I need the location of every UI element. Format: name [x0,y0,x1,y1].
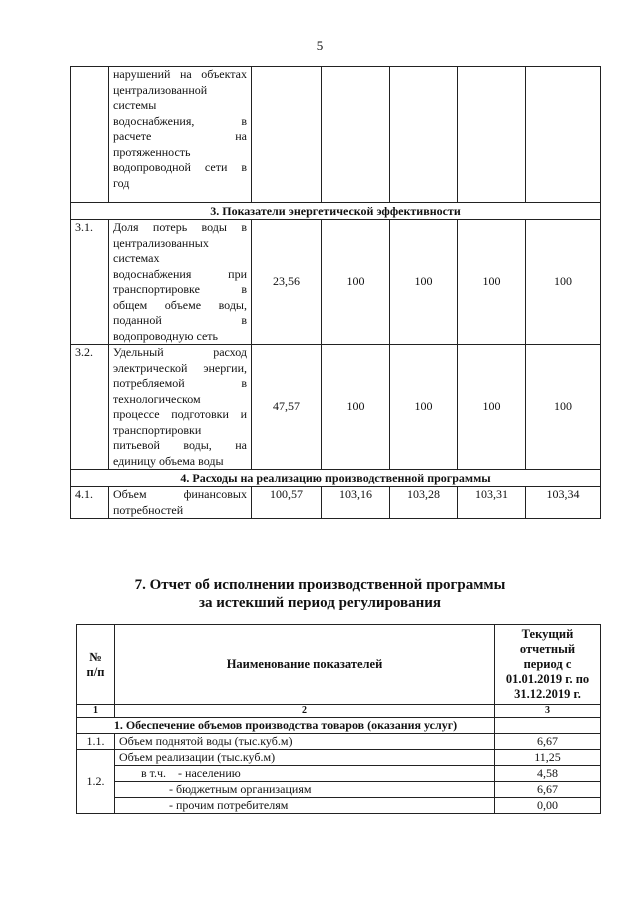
table-row: 3.2. Удельный расход электрической энергии, потребляемой в технологическом процессе подготовки и транспортировки питьевой воды, на единицу объема воды 47,57 100 100 100 100 [71,345,601,470]
indicator-name: нарушений на объектах централизованной системы водоснабжения, в расчете на протяженность водопроводной сети в год [109,67,252,203]
indicator-name: Объем финансовых потребностей [109,487,252,519]
index-row: 1 2 3 [77,705,601,718]
table-row: 1.2. Объем реализации (тыс.куб.м) 11,25 [77,750,601,766]
column-name: Наименование показателей [115,625,495,705]
section-header: 3. Показатели энергетической эффективности [71,203,601,220]
indicators-table [70,66,601,519]
table-row: - прочим потребителям 0,00 [77,798,601,814]
table-row: 3.1. Доля потерь воды в централизованных системах водоснабжения при транспортировке в общем объеме воды, поданной в водопроводную сеть 23,56 100 100 100 100 [71,220,601,345]
table-row: 1.1. Объем поднятой воды (тыс.куб.м) 6,67 [77,734,601,750]
section-header: 4. Расходы на реализацию производственной программы [71,470,601,487]
report-table [76,624,601,814]
section-heading: 7. Отчет об исполнении производственной программы за истекший период регулирования [134,577,506,611]
table-row: - бюджетным организациям 6,67 [77,782,601,798]
section-header: 1. Обеспечение объемов производства товаров (оказания услуг) [77,718,601,734]
table-row [71,67,601,203]
page-number: 5 [316,38,324,53]
table-header [77,625,601,705]
column-period: Текущий отчетный период с 01.01.2019 г. по 31.12.2019 г. [495,625,601,705]
table-row: 4.1. Объем финансовых потребностей 100,57 103,16 103,28 103,31 103,34 [71,487,601,519]
indicator-name: Удельный расход электрической энергии, потребляемой в технологическом процессе подготовки и транспортировки питьевой воды, на единицу объема воды [109,345,252,470]
indicator-name: Доля потерь воды в централизованных системах водоснабжения при транспортировке в общем объеме воды, поданной в водопроводную сеть [109,220,252,345]
table-row: в т.ч. - населению 4,58 [77,766,601,782]
column-number: № п/п [77,625,115,705]
